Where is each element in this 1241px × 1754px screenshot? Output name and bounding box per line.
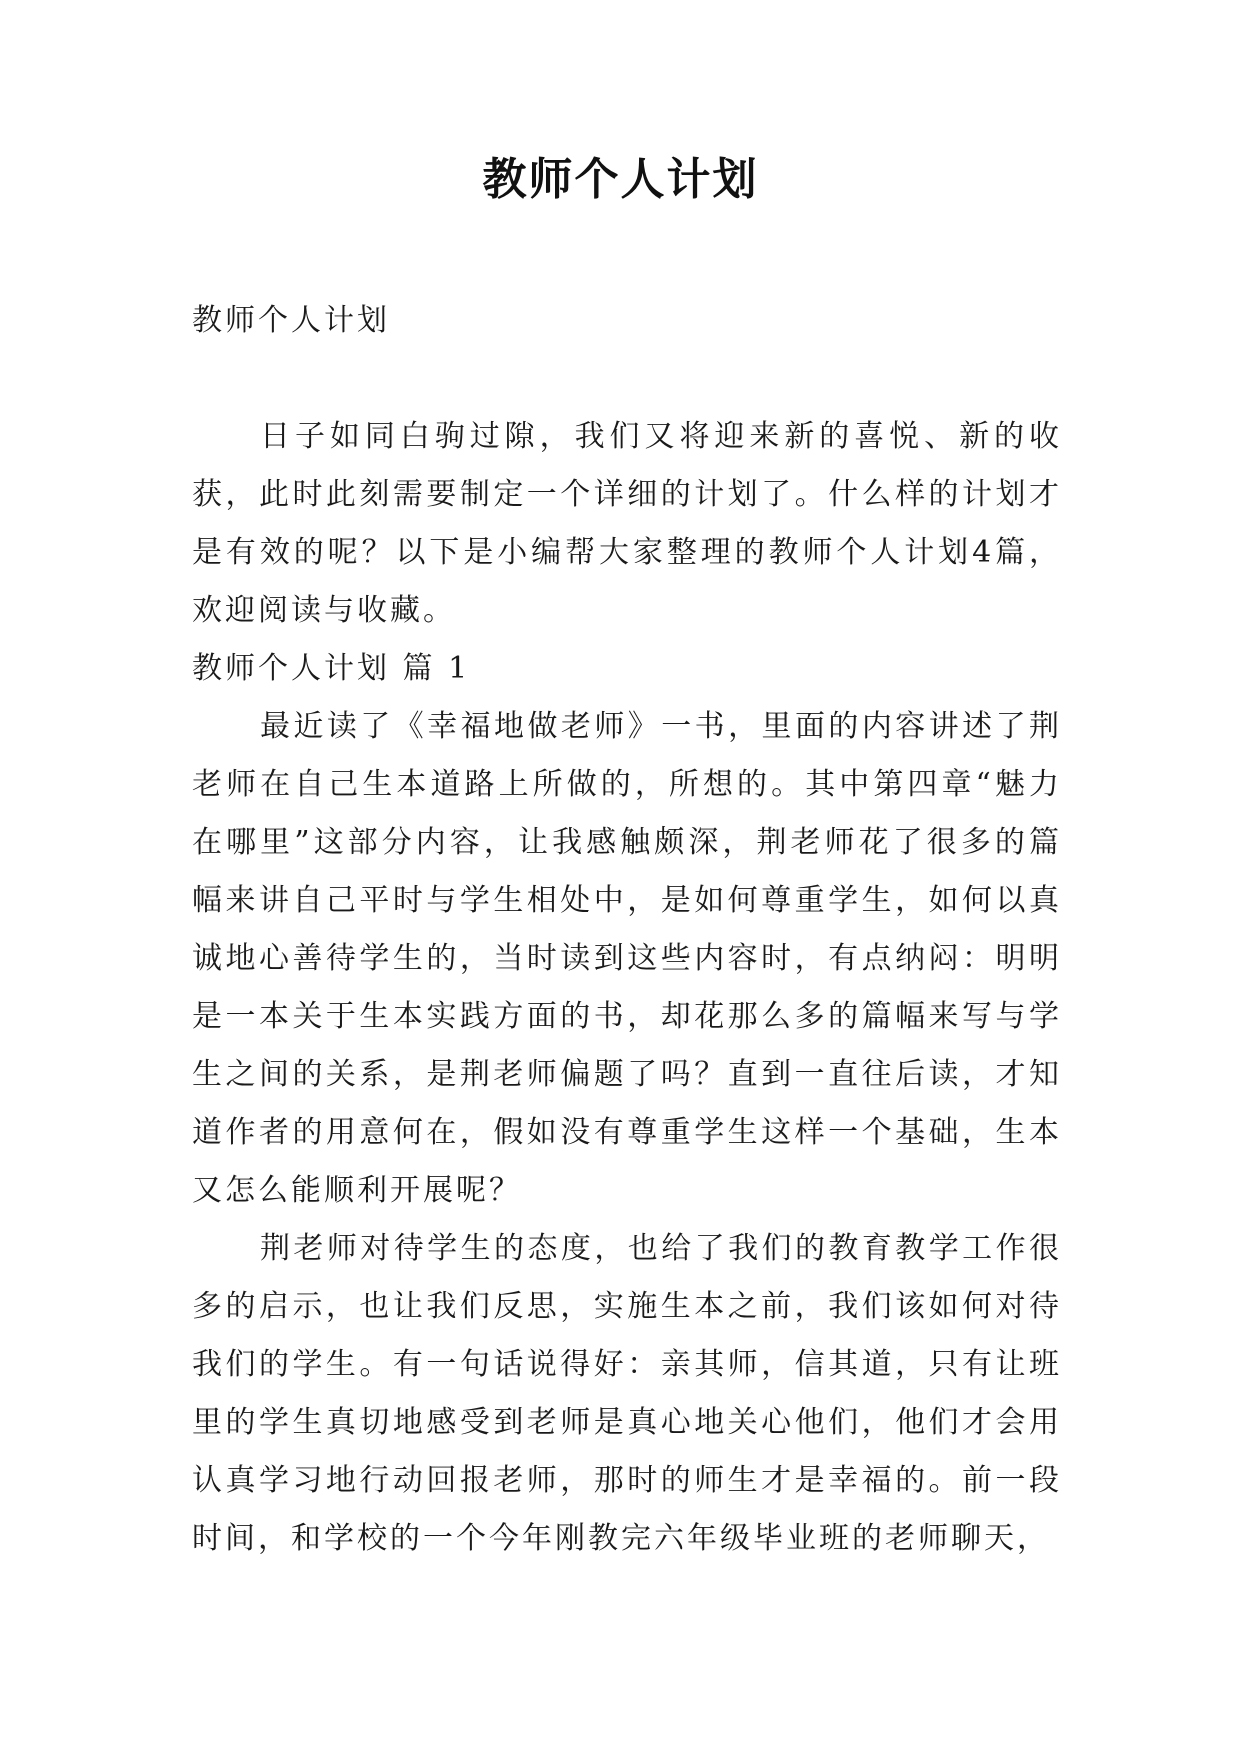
body-paragraph-1: 最近读了《幸福地做老师》一书，里面的内容讲述了荆老师在自己生本道路上所做的，所想的。其中第四章“魅力在哪里”这部分内容，让我感触颇深，荆老师花了很多的篇幅来讲自己平时与学生相处中，是如何尊重学生，如何以真诚地心善待学生的，当时读到这些内容时，有点纳闷：明明是一本关于生本实践方面的书，却花那么多的篇幅来写与学生之间的关系，是荆老师偏题了吗？直到一直往后读，才知道作者的用意何在，假如没有尊重学生这样一个基础，生本又怎么能顺利开展呢？ xyxy=(192,709,1062,1208)
document-body xyxy=(192,292,1062,1568)
intro-paragraph: 日子如同白驹过隙，我们又将迎来新的喜悦、新的收获，此时此刻需要制定一个详细的计划了。什么样的计划才是有效的呢？以下是小编帮大家整理的教师个人计划4篇，欢迎阅读与收藏。 xyxy=(192,419,1062,628)
blank-line xyxy=(192,350,1062,408)
body-paragraph-2: 荆老师对待学生的态度，也给了我们的教育教学工作很多的启示，也让我们反思，实施生本之前，我们该如何对待我们的学生。有一句话说得好：亲其师，信其道，只有让班里的学生真切地感受到老师是真心地关心他们，他们才会用认真学习地行动回报老师，那时的师生才是幸福的。前一段时间，和学校的一个今年刚教完六年级毕业班的老师聊天， xyxy=(192,1231,1062,1556)
section-heading: 教师个人计划 篇 1 xyxy=(192,651,471,686)
document-subtitle: 教师个人计划 xyxy=(192,303,390,338)
document-title: 教师个人计划 xyxy=(482,154,759,205)
